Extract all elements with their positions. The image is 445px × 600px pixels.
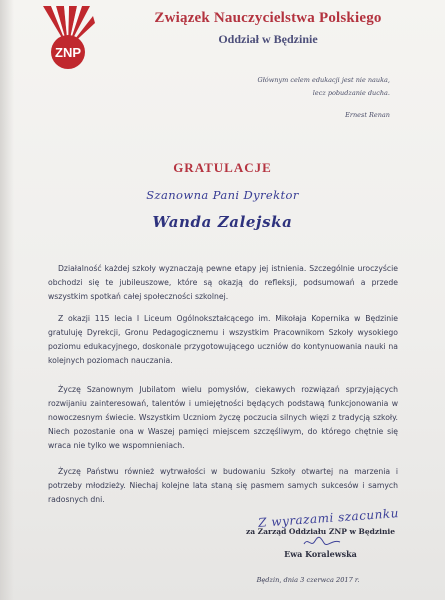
handwritten-closing: Z wyrazami szacunku — [257, 506, 400, 530]
paragraph-text: Z okazji 115 lecia I Liceum Ogólnokształcącego im. Mikołaja Kopernika w Będzinie gratuluję Dyrekcji, Gronu Pedagogicznemu i wszystkim Pracownikom Szkoły wysokiego poziomu edukacyjnego, doskonale przygotowującego uczniów do kontynuowania nauki na kolejnych poziomach nauczania. — [48, 314, 398, 365]
signatory-name: Ewa Koralewska — [284, 549, 357, 559]
organization-branch: Oddział w Będzinie — [218, 32, 318, 46]
motto-line-1: Głównym celem edukacji jest nie nauka, — [257, 76, 390, 84]
body-paragraph-1 — [48, 262, 398, 304]
body-paragraph-4 — [48, 465, 398, 507]
place-and-date: Będzin, dnia 3 czerwca 2017 r. — [256, 576, 360, 584]
paragraph-text: Życzę Szanownym Jubilatom wielu pomysłów, ciekawych rozwiązań sprzyjających rozwijaniu zainteresowań, talentów i umiejętności będących podstawą funkcjonowania w nowoczesnym świecie. Wszystkim Uczniom życzę poczucia silnych więzi z tradycją szkoły. Niech pozostanie ona w Waszej pamięci miejscem szczęśliwym, do którego chętnie się wraca nie tylko we wspomnieniach. — [48, 385, 398, 450]
znp-logo — [40, 4, 96, 76]
salutation: Szanowna Pani Dyrektor — [146, 188, 299, 202]
paragraph-text: Życzę Państwu również wytrwałości w budowaniu Szkoły otwartej na marzenia i potrzeby młodzieży. Niechaj kolejne lata staną się pasmem samych sukcesów i samych radosnych dni. — [48, 467, 398, 504]
signature-organization: za Zarząd Oddziału ZNP w Będzinie — [245, 527, 396, 536]
svg-text:ZNP: ZNP — [55, 45, 81, 60]
motto-author: Ernest Renan — [345, 111, 390, 119]
motto-quote — [240, 74, 390, 122]
organization-name: Związek Nauczycielstwa Polskiego — [154, 10, 382, 26]
letter-heading: GRATULACJE — [173, 160, 272, 175]
paragraph-text: Działalność każdej szkoły wyznaczają pewne etapy jej istnienia. Szczególnie uroczyście obchodzi się te jubileuszowe, które są okazją do refleksji, podsumowań a przede wszystkim spotkań całej społeczności szkolnej. — [48, 264, 398, 301]
body-paragraph-2 — [48, 312, 398, 368]
recipient-name: Wanda Zalejska — [152, 213, 293, 231]
body-paragraph-3 — [48, 383, 398, 453]
motto-line-2: lecz pobudzanie ducha. — [312, 89, 390, 97]
signature-scribble — [302, 535, 342, 549]
